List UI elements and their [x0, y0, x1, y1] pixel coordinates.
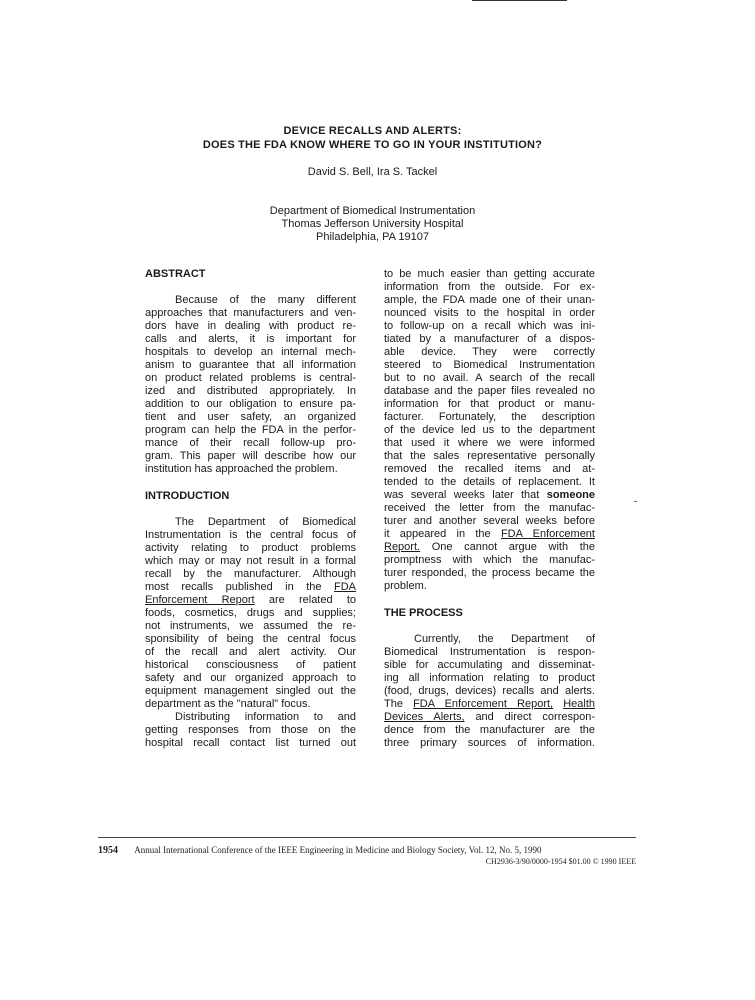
body-line: removed the recalled items and at- — [384, 463, 595, 475]
body-line: of the device led us to the department — [384, 424, 595, 436]
fda-enforcement-report-link: FDA Enforcement Report, — [413, 698, 554, 710]
process-line: dence from the manufacturer are the — [384, 724, 595, 736]
footer-rule — [98, 837, 636, 838]
process-text: The — [384, 698, 403, 710]
intro-line: activity relating to product problems — [145, 542, 356, 554]
body-line: tiated by a manufacturer of a dispos- — [384, 333, 595, 345]
process-line — [384, 698, 595, 711]
abstract-line: ized and distributed appropriately. In — [145, 385, 356, 397]
intro-line — [145, 581, 356, 594]
body-text: was several weeks later that — [384, 489, 540, 501]
abstract-line: dors have in dealing with product re- — [145, 320, 356, 332]
footer-line — [98, 845, 636, 856]
abstract-line: approaches that manufacturers and ven- — [145, 307, 356, 319]
body-line: database and the paper files revealed no — [384, 385, 595, 397]
body-line: promptness with which the manufac- — [384, 554, 595, 566]
intro-line: sponsibility of being the central focus — [145, 633, 356, 645]
top-rule — [472, 0, 567, 1]
intro-line: equipment management singled out the — [145, 685, 356, 697]
body-line: steered to Biomedical Instrumentation — [384, 359, 595, 371]
right-column — [384, 268, 595, 750]
affiliation-line-2: Thomas Jefferson University Hospital — [281, 218, 464, 230]
body-line: to be much easier than getting accurate — [384, 268, 595, 280]
body-line: problem. — [384, 580, 427, 592]
process-line: sible for accumulating and disseminat- — [384, 659, 595, 671]
page-number: 1954 — [98, 845, 118, 856]
body-line: able device. They were correctly — [384, 346, 595, 358]
body-line: but to no avail. A search of the recall — [384, 372, 595, 384]
abstract-line: tient and user safety, an organized — [145, 411, 356, 423]
body-line: turer and another several weeks before — [384, 515, 595, 527]
intro-line — [145, 594, 356, 607]
conference-citation: Annual International Conference of the IEEE Engineering in Medicine and Biology Society, Vol. 12, No. 5, 1990 — [134, 845, 542, 855]
fda-enforcement-link: FDA Enforcement — [500, 528, 595, 540]
affiliation-line-3: Philadelphia, PA 19107 — [316, 231, 429, 243]
left-column — [145, 268, 356, 750]
abstract-line: gram. This paper will describe how our — [145, 450, 356, 462]
body-line: tended to the details of replacement. It — [384, 476, 595, 488]
intro-line: Instrumentation is the central focus of — [145, 529, 356, 541]
abstract-line: Because of the many different — [175, 294, 356, 306]
intro-line: Distributing information to and — [175, 711, 356, 723]
paper-title-line-2: DOES THE FDA KNOW WHERE TO GO IN YOUR INSTITUTION? — [202, 139, 543, 151]
intro-text: are related to — [268, 594, 356, 606]
abstract-line: program can help the FDA in the perfor- — [145, 424, 356, 436]
fda-link: FDA — [334, 581, 356, 593]
process-line: Biomedical Instrumentation is respon- — [384, 646, 595, 658]
intro-text: most recalls published in the — [145, 581, 322, 593]
affiliation-line-1: Department of Biomedical Instrumentation — [269, 205, 476, 217]
process-line: ing all information relating to product — [384, 672, 595, 684]
report-link: Report. — [384, 541, 421, 553]
abstract-line: hospitals to develop an internal mech- — [145, 346, 356, 358]
intro-line: The Department of Biomedical — [175, 516, 356, 528]
body-line: information from the outside. For ex- — [384, 281, 595, 293]
body-line: nounced visits to the hospital in order — [384, 307, 595, 319]
body-line — [384, 489, 595, 502]
intro-line: safety and our organized approach to — [145, 672, 356, 684]
intro-line: historical consciousness of patient — [145, 659, 356, 671]
process-line: three primary sources of information. — [384, 737, 595, 749]
intro-line: department as the "natural" focus. — [145, 698, 311, 710]
margin-mark — [634, 501, 637, 502]
process-line: (food, drugs, devices) recalls and alerts. — [384, 685, 595, 697]
body-text: it appeared in the — [384, 528, 491, 540]
copyright-code: CH2936-3/90/0000-1954 $01.00 © 1990 IEEE — [485, 857, 636, 866]
abstract-heading: ABSTRACT — [145, 268, 206, 280]
body-line: information for that product or manu- — [384, 398, 595, 410]
body-line: that used it where we were informed — [384, 437, 595, 449]
paper-title-line-1: DEVICE RECALLS AND ALERTS: — [283, 125, 462, 137]
abstract-line: addition to our obligation to ensure pa- — [145, 398, 356, 410]
body-text: One cannot argue with the — [431, 541, 595, 553]
intro-line: not instruments, we assumed the re- — [145, 620, 356, 632]
introduction-heading: INTRODUCTION — [145, 490, 230, 502]
devices-alerts-link: Devices Alerts, — [384, 711, 465, 723]
health-link: Health — [563, 698, 595, 710]
body-line: turer responded, the process became the — [384, 567, 595, 579]
authors: David S. Bell, Ira S. Tackel — [307, 166, 438, 178]
body-line: ample, the FDA made one of their unan- — [384, 294, 595, 306]
body-line — [384, 528, 595, 541]
process-text: and direct correspon- — [475, 711, 595, 723]
abstract-line: on product related problems is central- — [145, 372, 356, 384]
abstract-line: anism to guarantee that all information — [145, 359, 356, 371]
body-line: facturer. Fortunately, the description — [384, 411, 595, 423]
emphasis-text: someone — [546, 489, 595, 501]
intro-line: of the recall and alert activity. Our — [145, 646, 356, 658]
abstract-line: institution has approached the problem. — [145, 463, 338, 475]
intro-line: hospital recall contact list turned out — [145, 737, 356, 749]
intro-line: which may or may not result in a formal — [145, 555, 356, 567]
body-line: to follow-up on a recall which was ini- — [384, 320, 595, 332]
body-line: that the sales representative personally — [384, 450, 595, 462]
abstract-line: calls and alerts, it is important for — [145, 333, 356, 345]
intro-line: getting responses from those on the — [145, 724, 356, 736]
process-heading: THE PROCESS — [384, 607, 463, 619]
abstract-line: mance of their recall follow-up pro- — [145, 437, 356, 449]
process-line: Currently, the Department of — [414, 633, 595, 645]
intro-line: recall by the manufacturer. Although — [145, 568, 356, 580]
enforcement-report-link: Enforcement Report — [145, 594, 255, 606]
process-line — [384, 711, 595, 724]
body-line: received the letter from the manufac- — [384, 502, 595, 514]
intro-line: foods, cosmetics, drugs and supplies; — [145, 607, 356, 619]
body-line — [384, 541, 595, 554]
